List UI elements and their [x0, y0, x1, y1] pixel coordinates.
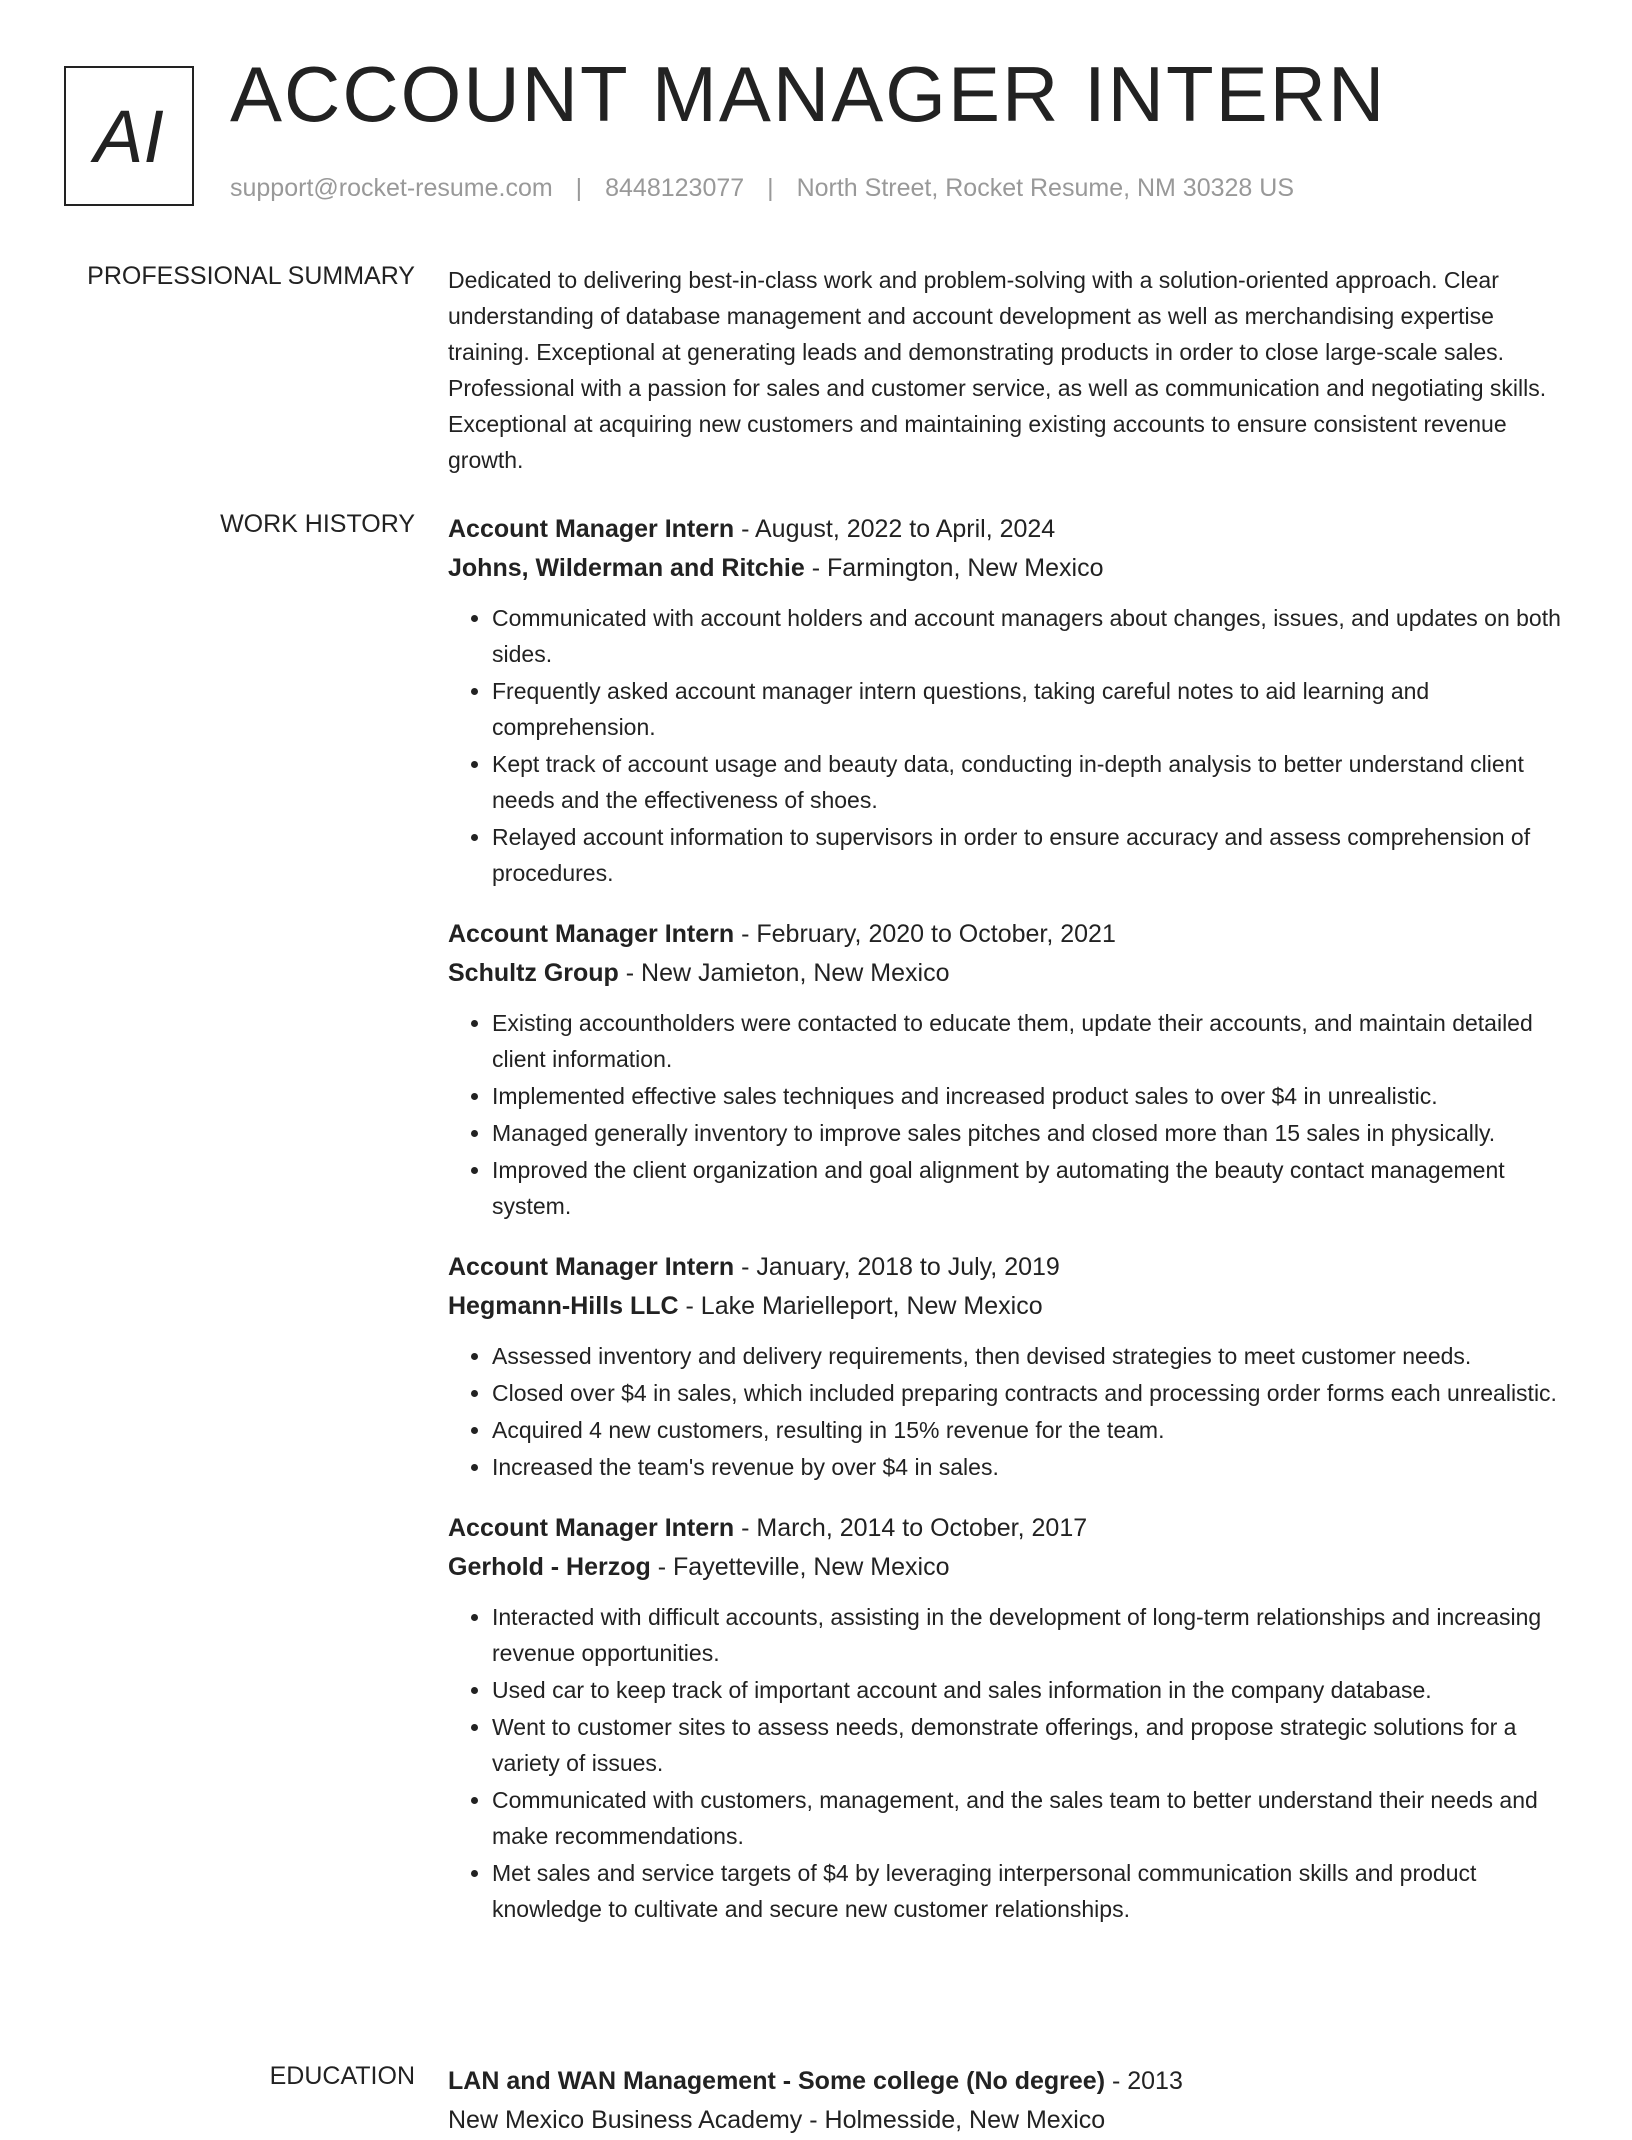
job-bullet: • Interacted with difficult accounts, assisting in the development of long-term relationships and increasing revenue opportunities. [492, 1599, 1568, 1671]
job-company-line [448, 1548, 1568, 1587]
job-bullet: • Communicated with account holders and account managers about changes, issues, and updates on both sides. [492, 600, 1568, 672]
education-degree: LAN and WAN Management - Some college (No degree) [448, 2067, 1106, 2095]
job-bullet: • Relayed account information to supervisors in order to ensure accuracy and assess comprehension of procedures. [492, 819, 1568, 891]
job-bullet: • Kept track of account usage and beauty data, conducting in-depth analysis to better understand client needs and the effectiveness of shoes. [492, 746, 1568, 818]
job-bullet: • Acquired 4 new customers, resulting in 15% revenue for the team. [492, 1412, 1568, 1448]
job-location: - Fayetteville, New Mexico [650, 1553, 950, 1581]
summary-text: Dedicated to delivering best-in-class work and problem-solving with a solution-oriented approach. Clear understanding of database management and account development as well as merchandising expertise training. Exceptional at generating leads and demonstrating products in order to close large-scale sales. Professional with a passion for sales and customer service, as well as communication and negotiating skills. Exceptional at acquiring new customers and maintaining existing accounts to ensure consistent revenue growth. [448, 267, 1547, 473]
education-degree-line [448, 2062, 1568, 2101]
contact-phone[interactable]: 8448123077 [605, 174, 745, 202]
job-bullets [448, 1005, 1568, 1224]
work-history-list [448, 510, 1568, 1951]
monogram-logo [64, 66, 194, 206]
contact-address: North Street, Rocket Resume, NM 30328 US [796, 174, 1295, 202]
job-title: Account Manager Intern [448, 515, 735, 543]
contact-separator: | [767, 174, 774, 202]
contact-email[interactable]: support@rocket-resume.com [230, 174, 553, 202]
job-company: Gerhold - Herzog [448, 1553, 651, 1581]
job-bullet: • Went to customer sites to assess needs, demonstrate offerings, and propose strategic solutions for a variety of issues. [492, 1709, 1568, 1781]
summary-heading: PROFESSIONAL SUMMARY [87, 262, 415, 290]
job-bullet: • Improved the client organization and goal alignment by automating the beauty contact management system. [492, 1152, 1568, 1224]
job-dates: - January, 2018 to July, 2019 [734, 1253, 1060, 1281]
job-bullet: • Communicated with customers, management, and the sales team to better understand their needs and make recommendations. [492, 1782, 1568, 1854]
job-location: - Farmington, New Mexico [804, 554, 1104, 582]
job-location: - Lake Marielleport, New Mexico [678, 1292, 1043, 1320]
job-bullet: • Increased the team's revenue by over $4 in sales. [492, 1449, 1568, 1485]
job-dates: - August, 2022 to April, 2024 [734, 515, 1056, 543]
job-company: Hegmann-Hills LLC [448, 1292, 679, 1320]
job-location: - New Jamieton, New Mexico [618, 959, 950, 987]
job-company-line [448, 549, 1568, 588]
work-history-heading: WORK HISTORY [220, 510, 415, 538]
job-dates: - March, 2014 to October, 2017 [734, 1514, 1088, 1542]
job-entry [448, 1509, 1568, 1927]
job-company-line [448, 1287, 1568, 1326]
job-bullet: • Used car to keep track of important account and sales information in the company database. [492, 1672, 1568, 1708]
education-school: New Mexico Business Academy - Holmesside, New Mexico [448, 2106, 1106, 2134]
job-entry [448, 510, 1568, 891]
job-title-line [448, 510, 1568, 549]
job-title-line [448, 1509, 1568, 1548]
job-bullet: • Existing accountholders were contacted to educate them, update their accounts, and maintain detailed client information. [492, 1005, 1568, 1077]
page-title: ACCOUNT MANAGER INTERN [230, 50, 1387, 138]
job-bullets [448, 1599, 1568, 1927]
job-title: Account Manager Intern [448, 920, 735, 948]
job-bullet: • Frequently asked account manager intern questions, taking careful notes to aid learning and comprehension. [492, 673, 1568, 745]
contact-separator: | [575, 174, 583, 202]
job-bullet: • Assessed inventory and delivery requirements, then devised strategies to meet customer needs. [492, 1338, 1568, 1374]
education-year: - 2013 [1105, 2067, 1183, 2095]
job-title: Account Manager Intern [448, 1514, 735, 1542]
job-bullet: • Implemented effective sales techniques and increased product sales to over $4 in unrealistic. [492, 1078, 1568, 1114]
education-heading: EDUCATION [269, 2062, 415, 2090]
job-company: Schultz Group [448, 959, 619, 987]
job-bullets [448, 600, 1568, 891]
job-entry [448, 915, 1568, 1224]
job-bullets [448, 1338, 1568, 1485]
job-company: Johns, Wilderman and Ritchie [448, 554, 805, 582]
job-company-line [448, 954, 1568, 993]
job-entry [448, 1248, 1568, 1485]
job-bullet: • Managed generally inventory to improve sales pitches and closed more than 15 sales in physically. [492, 1115, 1568, 1151]
monogram-text: AI [94, 94, 164, 178]
job-dates: - February, 2020 to October, 2021 [734, 920, 1116, 948]
job-title-line [448, 1248, 1568, 1287]
education-body [448, 2062, 1568, 2140]
job-title: Account Manager Intern [448, 1253, 735, 1281]
job-bullet: • Met sales and service targets of $4 by leveraging interpersonal communication skills and product knowledge to cultivate and secure new customer relationships. [492, 1855, 1568, 1927]
contact-line [230, 174, 1294, 203]
job-title-line [448, 915, 1568, 954]
job-bullet: • Closed over $4 in sales, which included preparing contracts and processing order forms each unrealistic. [492, 1375, 1568, 1411]
